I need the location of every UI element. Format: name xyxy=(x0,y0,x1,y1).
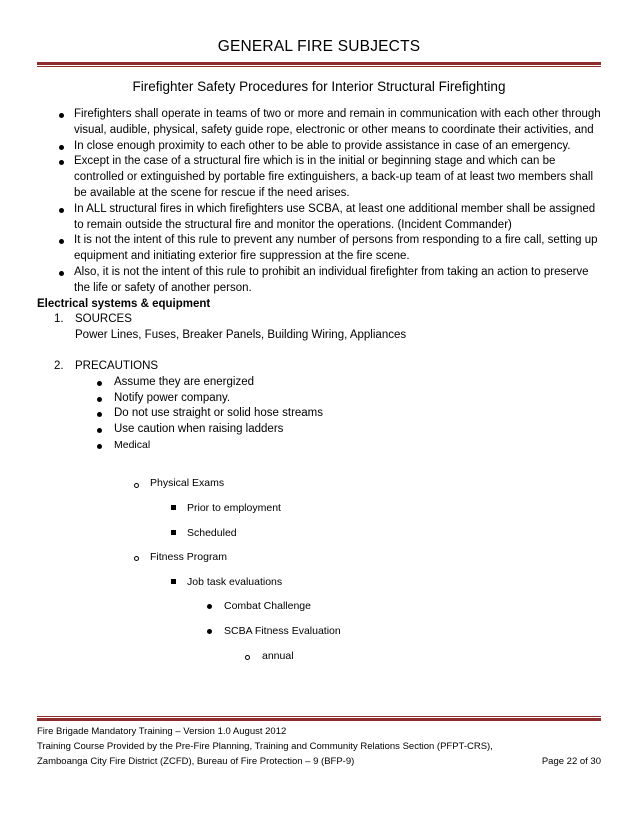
bullet-icon xyxy=(59,113,64,118)
square-bullet-icon xyxy=(171,579,176,584)
document-subtitle: Firefighter Safety Procedures for Interior Structural Firefighting xyxy=(132,79,506,94)
bullet-item xyxy=(37,233,602,265)
main-content xyxy=(37,107,602,454)
bullet-icon xyxy=(207,629,212,634)
bullet-icon xyxy=(97,444,102,449)
precaution-text: Assume they are energized xyxy=(114,375,254,388)
precautions-list xyxy=(37,375,602,454)
precaution-text: Use caution when raising ladders xyxy=(114,423,284,436)
item-text: Power Lines, Fuses, Breaker Panels, Building Wiring, Appliances xyxy=(75,329,407,342)
square-bullet-icon xyxy=(171,530,176,535)
item-title: SOURCES xyxy=(75,313,132,326)
item-number: 1. xyxy=(54,313,64,326)
page-header-title: GENERAL FIRE SUBJECTS xyxy=(217,38,421,55)
section-heading: Electrical systems & equipment xyxy=(37,297,211,310)
scheduled-text: Scheduled xyxy=(187,527,237,539)
precaution-item xyxy=(37,406,602,422)
footer-rule xyxy=(37,716,601,721)
annual-text: annual xyxy=(262,650,294,662)
footer-line-1: Fire Brigade Mandatory Training – Version 1.0 August 2012 xyxy=(37,726,287,737)
bullet-text: Also, it is not the intent of this rule to prohibit an individual firefighter from taking an action to preserve the life or safety of another person. xyxy=(74,265,589,294)
bullet-item xyxy=(37,139,602,155)
bullet-icon xyxy=(59,271,64,276)
footer-line-2: Training Course Provided by the Pre-Fire Planning, Training and Community Relations Section (PFPT-CRS), xyxy=(37,741,493,752)
bullet-icon xyxy=(97,381,102,386)
bullet-icon xyxy=(59,145,64,150)
fitness-program-text: Fitness Program xyxy=(150,551,228,563)
precaution-item xyxy=(37,375,602,391)
item-number: 2. xyxy=(54,359,64,372)
bullet-text: It is not the intent of this rule to prevent any number of persons from responding to a fire call, setting up equipment and initiating exterior fire suppression at the fire scene. xyxy=(74,234,598,263)
bullet-icon xyxy=(97,397,102,402)
header-rule xyxy=(37,62,601,67)
bullet-item xyxy=(37,107,602,139)
bullet-item xyxy=(37,202,602,234)
bullet-text: In close enough proximity to each other to be able to provide assistance in case of an emergency. xyxy=(74,139,571,152)
item-title: PRECAUTIONS xyxy=(75,359,159,372)
medical-text: Medical xyxy=(114,438,151,451)
bullet-icon xyxy=(97,428,102,433)
circle-bullet-icon xyxy=(245,655,250,660)
job-task-text: Job task evaluations xyxy=(187,576,283,588)
bullet-icon xyxy=(207,604,212,609)
numbered-item-precautions xyxy=(37,359,602,375)
bullet-icon xyxy=(59,208,64,213)
precaution-item xyxy=(37,422,602,438)
bullet-icon xyxy=(97,412,102,417)
circle-bullet-icon xyxy=(134,556,139,561)
precaution-item xyxy=(37,391,602,407)
precaution-text: Do not use straight or solid hose streams xyxy=(114,407,324,420)
combat-challenge-text: Combat Challenge xyxy=(224,600,311,612)
physical-exams-text: Physical Exams xyxy=(150,477,225,489)
footer-line-3: Zamboanga City Fire District (ZCFD), Bureau of Fire Protection – 9 (BFP-9) xyxy=(37,756,355,767)
bullet-text: Except in the case of a structural fire which is in the initial or beginning stage and which can be controlled or extinguished by portable fire extinguishers, a back-up team of at least two members shall be available at the scene for rescue if the need arises. xyxy=(74,155,594,199)
bullet-item xyxy=(37,154,602,201)
circle-bullet-icon xyxy=(134,483,139,488)
bullet-icon xyxy=(59,239,64,244)
precaution-text: Notify power company. xyxy=(114,391,231,404)
bullet-text: In ALL structural fires in which firefighters use SCBA, at least one additional member shall be assigned to remain outside the structural fire and monitor the operations. (Incident Commander) xyxy=(74,202,596,231)
bullet-text: Firefighters shall operate in teams of two or more and remain in communication with each other through visual, audible, physical, safety guide rope, electronic or other means to coordinate their activities, and xyxy=(74,108,601,136)
bullet-item xyxy=(37,265,602,297)
prior-employment-text: Prior to employment xyxy=(187,502,281,514)
bullet-icon xyxy=(59,160,64,165)
safety-bullet-list xyxy=(37,107,602,297)
page-number: Page 22 of 30 xyxy=(541,756,601,767)
scba-fitness-text: SCBA Fitness Evaluation xyxy=(224,625,341,637)
square-bullet-icon xyxy=(171,505,176,510)
precaution-item xyxy=(37,438,602,454)
numbered-item-sources xyxy=(37,312,602,344)
